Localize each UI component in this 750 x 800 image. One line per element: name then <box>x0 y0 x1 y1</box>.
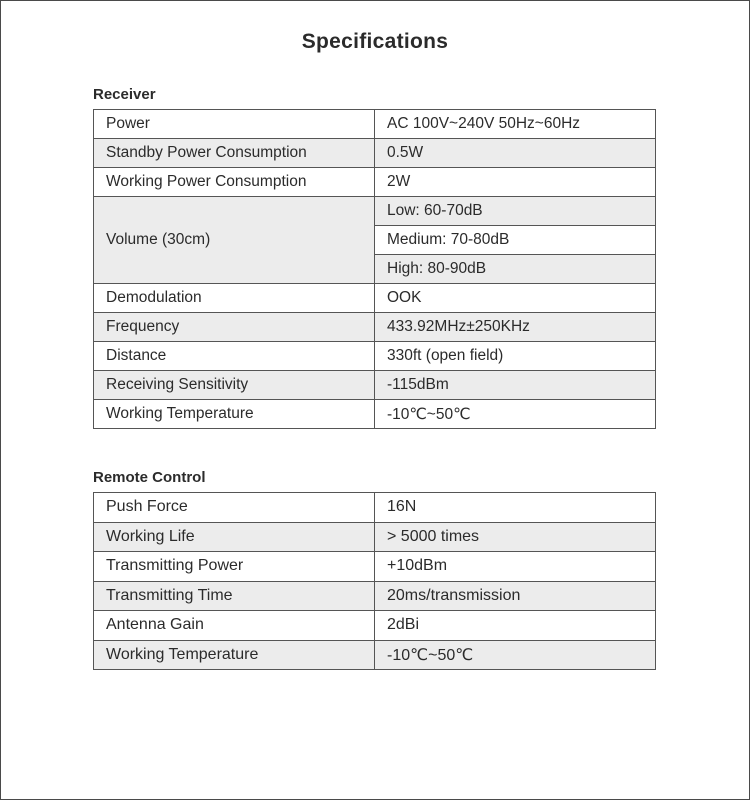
table-row <box>94 493 656 523</box>
spec-value: 0.5W <box>375 139 656 168</box>
spec-value: -10℃~50℃ <box>375 640 656 670</box>
spec-label: Push Force <box>94 493 375 523</box>
table-row <box>94 552 656 582</box>
table-row <box>94 342 656 371</box>
receiver-spec-table <box>93 109 656 429</box>
table-row <box>94 581 656 611</box>
spec-value: > 5000 times <box>375 522 656 552</box>
receiver-heading: Receiver <box>93 86 156 103</box>
spec-value: -115dBm <box>375 371 656 400</box>
table-row <box>94 371 656 400</box>
spec-label: Working Temperature <box>94 400 375 429</box>
remote-control-heading: Remote Control <box>93 469 206 486</box>
spec-value: Medium: 70-80dB <box>375 226 656 255</box>
table-row <box>94 168 656 197</box>
spec-value: 433.92MHz±250KHz <box>375 313 656 342</box>
spec-value: 2dBi <box>375 611 656 641</box>
spec-value: +10dBm <box>375 552 656 582</box>
spec-label: Transmitting Power <box>94 552 375 582</box>
spec-value: 16N <box>375 493 656 523</box>
spec-label: Frequency <box>94 313 375 342</box>
table-row <box>94 139 656 168</box>
spec-label: Working Power Consumption <box>94 168 375 197</box>
spec-value: 2W <box>375 168 656 197</box>
spec-label: Power <box>94 110 375 139</box>
spec-value: 330ft (open field) <box>375 342 656 371</box>
spec-label: Working Life <box>94 522 375 552</box>
spec-label: Demodulation <box>94 284 375 313</box>
table-row <box>94 313 656 342</box>
spec-label: Receiving Sensitivity <box>94 371 375 400</box>
spec-label: Working Temperature <box>94 640 375 670</box>
table-row <box>94 400 656 429</box>
spec-label: Volume (30cm) <box>94 197 375 284</box>
remote-control-spec-table <box>93 492 656 670</box>
table-row <box>94 110 656 139</box>
spec-value: AC 100V~240V 50Hz~60Hz <box>375 110 656 139</box>
spec-label: Transmitting Time <box>94 581 375 611</box>
spec-value: OOK <box>375 284 656 313</box>
table-row <box>94 284 656 313</box>
spec-value: Low: 60-70dB <box>375 197 656 226</box>
spec-label: Antenna Gain <box>94 611 375 641</box>
spec-value: High: 80-90dB <box>375 255 656 284</box>
table-row <box>94 522 656 552</box>
table-row <box>94 640 656 670</box>
spec-label: Standby Power Consumption <box>94 139 375 168</box>
table-row <box>94 197 656 226</box>
page-title: Specifications <box>301 30 449 53</box>
table-row <box>94 611 656 641</box>
spec-value: 20ms/transmission <box>375 581 656 611</box>
spec-value: -10℃~50℃ <box>375 400 656 429</box>
spec-label: Distance <box>94 342 375 371</box>
